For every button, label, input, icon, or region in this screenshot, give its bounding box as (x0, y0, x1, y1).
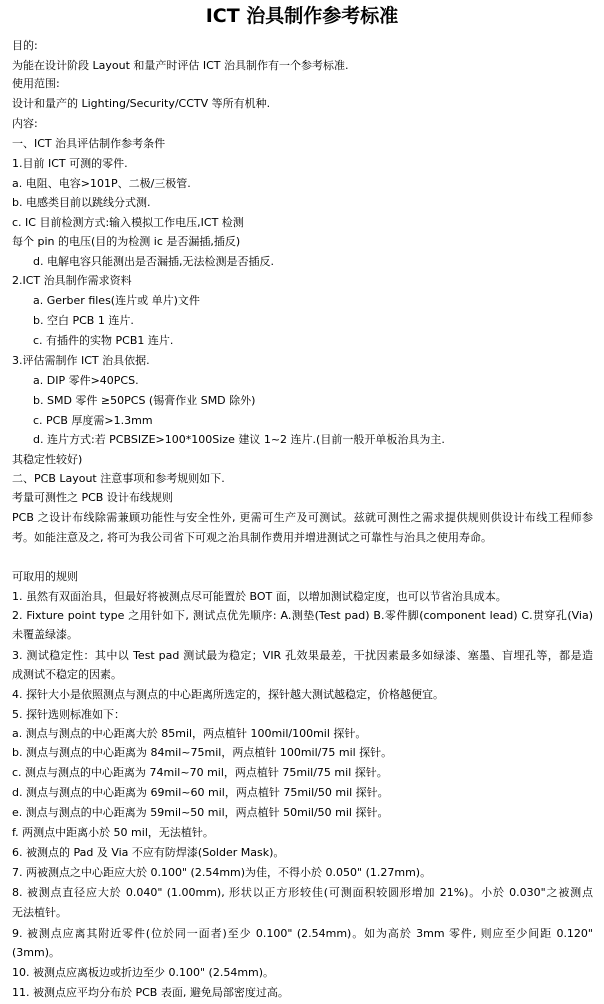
text-line: c. 有插件的实物 PCB1 连片. (33, 334, 174, 347)
text-line: 5. 探针选则标准如下： (12, 708, 125, 721)
text-line: b. 电感类目前以跳线分式测. (12, 196, 151, 209)
text-line: f. 两测点中距离小於 50 mil，无法植针。 (12, 826, 214, 839)
text-line: 11. 被测点应平均分布於 PCB 表面, 避免局部密度过高。 (12, 986, 289, 999)
text-line: 为能在设计阶段 Layout 和量产时评估 ICT 治具制作有一个参考标准. (12, 59, 349, 72)
text-line: 2.ICT 治具制作需求资料 (12, 274, 132, 287)
text-line: 目的: (12, 39, 38, 52)
text-line: 考。如能注意及之, 将可为我公司省下可观之治具制作费用并增进测试之可靠性与治具之使用寿命。 (12, 531, 492, 544)
text-line: b. 测点与测点的中心距离为 84mil~75mil，两点植针 100mil/75 mil 探针。 (12, 746, 393, 759)
text-line: a. Gerber files(连片或 单片)文件 (33, 294, 200, 307)
text-line: c. PCB 厚度需>1.3mm (33, 414, 153, 427)
text-line: e. 测点与测点的中心距离为 59mil~50 mil，两点植针 50mil/50 mil 探针。 (12, 806, 389, 819)
text-line: 7. 两被测点之中心距应大於 0.100" (2.54mm)为佳，不得小於 0.050" (1.27mm)。 (12, 866, 432, 879)
text-line: c. IC 目前检测方式:输入模拟工作电压,ICT 检测 (12, 216, 244, 229)
text-line: 可取用的规则 (12, 570, 78, 583)
text-line: 8. 被测点直径应大於 0.040" (1.00mm), 形状以正方形较佳(可测面积较圆形增加 21%)。小於 0.030"之被测点 (12, 886, 593, 899)
text-line: 内容: (12, 117, 38, 130)
text-line: 每个 pin 的电压(目的为检测 ic 是否漏插,插反) (12, 235, 241, 248)
text-line: 设计和量产的 Lighting/Security/CCTV 等所有机种. (12, 97, 271, 110)
text-line: 10. 被测点应离板边或折边至少 0.100" (2.54mm)。 (12, 966, 275, 979)
text-line: PCB 之设计布线除需兼顾功能性与安全性外, 更需可生产及可测试。兹就可测性之需求提供规则供设计布线工程师参 (12, 511, 593, 524)
text-line: a. 测点与测点的中心距离大於 85mil，两点植针 100mil/100mil 探针。 (12, 727, 367, 740)
text-line: (3mm)。 (12, 946, 61, 959)
text-line: d. 连片方式:若 PCBSIZE>100*100Size 建议 1~2 连片.(目前一般开单板治具为主. (33, 433, 445, 446)
text-line: b. SMD 零件 ≥50PCS (锡膏作业 SMD 除外) (33, 394, 256, 407)
text-line: 9. 被测点应离其附近零件(位於同一面者)至少 0.100" (2.54mm)。如为高於 3mm 零件, 则应至少间距 0.120" (12, 927, 593, 940)
text-line: d. 电解电容只能测出是否漏插,无法检测是否插反. (33, 255, 274, 268)
text-line: 1. 虽然有双面治具，但最好将被测点尽可能置於 BOT 面，以增加测试稳定度，也可以节省治具成本。 (12, 590, 507, 603)
text-line: 考量可测性之 PCB 设计布线规则 (12, 491, 173, 504)
section-heading: 二、PCB Layout 注意事项和参考规则如下. (12, 472, 225, 485)
text-line: 3. 测试稳定性：其中以 Test pad 测试最为稳定；VIR 孔效果最差，干扰因素最多如绿漆、塞墨、盲埋孔等，都是造 (12, 649, 593, 662)
document-title: ICT 治具制作参考标准 (205, 5, 399, 27)
text-line: b. 空白 PCB 1 连片. (33, 314, 134, 327)
text-line: 3.评估需制作 ICT 治具依据. (12, 354, 150, 367)
text-line: 使用范围: (12, 77, 60, 90)
text-line: a. DIP 零件>40PCS. (33, 374, 139, 387)
text-line: 6. 被测点的 Pad 及 Via 不应有防焊漆(Solder Mask)。 (12, 846, 285, 859)
text-line: 4. 探针大小是依照测点与测点的中心距离所选定的，探针越大测试越稳定，价格越便宜。 (12, 688, 444, 701)
text-line: c. 测点与测点的中心距离为 74mil~70 mil，两点植针 75mil/75 mil 探针。 (12, 766, 388, 779)
text-line: 其稳定性较好) (12, 453, 83, 466)
text-line: 未覆盖绿漆。 (12, 628, 78, 641)
text-line: d. 测点与测点的中心距离为 69mil~60 mil，两点植针 75mil/50 mil 探针。 (12, 786, 389, 799)
text-line: 成测试不稳定的因素。 (12, 668, 122, 681)
text-line: a. 电阻、电容>101P、二极/三极管. (12, 177, 191, 190)
text-line: 2. Fixture point type 之用针如下, 测试点优先顺序: A.测垫(Test pad) B.零件脚(component lead) C.贯穿孔(Via) (12, 609, 593, 622)
text-line: 1.目前 ICT 可测的零件. (12, 157, 128, 170)
text-line: 无法植针。 (12, 906, 67, 919)
section-heading: 一、ICT 治具评估制作参考条件 (12, 137, 166, 150)
